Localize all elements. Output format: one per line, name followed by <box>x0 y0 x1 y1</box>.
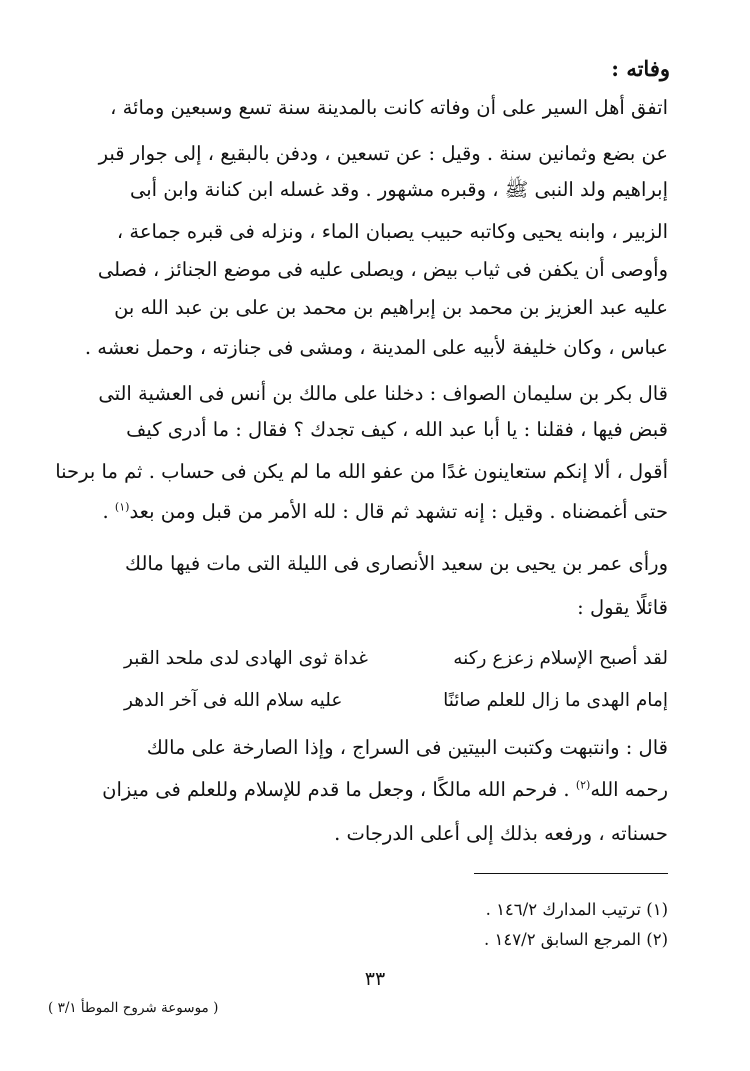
text-line: اتفق أهل السير على أن وفاته كانت بالمدينة سنة تسع وسبعين ومائة ، <box>110 96 668 119</box>
page-number: ٣٣ <box>364 968 386 990</box>
verse-2-first-hemistich: إمام الهدى ما زال للعلم صائنًا <box>443 690 668 711</box>
footnote-marker-2: (٢) <box>575 778 591 792</box>
text-line-content: حتى أغمضناه . وقيل : إنه تشهد ثم قال : لله الأمر من قبل ومن بعد <box>129 500 668 523</box>
verse-1-second-hemistich: غداة ثوى الهادى لدى ملحد القبر <box>124 648 368 669</box>
text-line: حتى أغمضناه . وقيل : إنه تشهد ثم قال : لله الأمر من قبل ومن بعد$^{(١)}$ . <box>102 500 668 523</box>
text-line: قال : وانتبهت وكتبت البيتين فى السراج ، وإذا الصارخة على مالك <box>146 736 668 759</box>
text-line-end: . فرحم الله مالكًا ، وجعل ما قدم للإسلام وللعلم فى ميزان <box>102 778 576 801</box>
text-line <box>78 778 668 801</box>
text-line: قائلًا يقول : <box>577 596 668 619</box>
text-line: إبراهيم ولد النبى ﷺ ، وقبره مشهور . وقد غسله ابن كنانة وابن أبى <box>129 178 668 201</box>
series-label: ( موسوعة شروح الموطأ ٣/١ ) <box>48 1000 219 1016</box>
section-heading: وفاته : <box>611 56 670 81</box>
verse-2-second-hemistich: عليه سلام الله فى آخر الدهر <box>124 690 343 711</box>
footnote-divider <box>474 873 668 874</box>
text-line-start: رحمه الله <box>590 778 668 801</box>
footnote-2: (٢) المرجع السابق ١٤٧/٢ . <box>484 930 668 949</box>
text-line: قبض فيها ، فقلنا : يا أبا عبد الله ، كيف تجدك ؟ فقال : ما أدرى كيف <box>126 418 668 441</box>
text-line: وأوصى أن يكفن فى ثياب بيض ، ويصلى عليه فى موضع الجنائز ، فصلى <box>97 258 668 281</box>
verse-1-first-hemistich: لقد أصبح الإسلام زعزع ركنه <box>453 648 668 669</box>
text-line: قال بكر بن سليمان الصواف : دخلنا على مالك بن أنس فى العشية التى <box>98 382 668 405</box>
text-line: حسناته ، ورفعه بذلك إلى أعلى الدرجات . <box>334 822 668 845</box>
footnote-marker-1: (١) <box>114 500 130 514</box>
footnote-1: (١) ترتيب المدارك ١٤٦/٢ . <box>485 900 668 919</box>
text-line: أقول ، ألا إنكم ستعاينون غدًا من عفو الله ما لم يكن فى حساب . ثم ما برحنا <box>55 460 668 483</box>
text-line: عن بضع وثمانين سنة . وقيل : عن تسعين ، ودفن بالبقيع ، إلى جوار قبر <box>98 142 668 165</box>
text-line: الزبير ، وابنه يحيى وكاتبه حبيب يصبان الماء ، ونزله فى قبره جماعة ، <box>116 220 668 243</box>
text-line: ورأى عمر بن يحيى بن سعيد الأنصارى فى الليلة التى مات فيها مالك <box>125 552 668 575</box>
text-line: عليه عبد العزيز بن محمد بن إبراهيم بن محمد بن على بن عبد الله بن <box>114 296 668 319</box>
text-line: عباس ، وكان خليفة لأبيه على المدينة ، ومشى فى جنازته ، وحمل نعشه . <box>84 336 668 359</box>
